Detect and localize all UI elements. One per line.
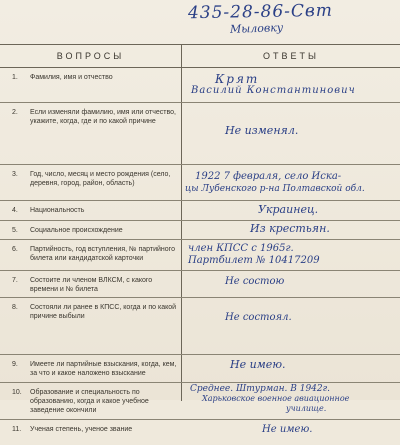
row-answer	[190, 384, 395, 414]
row-question: Год, число, месяц и место рождения (село, деревня, город, район, область)	[30, 171, 171, 187]
form-row-name	[0, 68, 400, 103]
answer-line: Украинец.	[258, 203, 319, 216]
form-row-social-origin	[0, 221, 400, 240]
row-answer	[191, 72, 400, 97]
answer-line: Не состоял.	[225, 312, 292, 323]
row-question: Имеете ли партийные взыскания, когда, кем, за что и какое наложено взыскание	[30, 361, 177, 377]
row-answer	[225, 125, 400, 137]
row-number: 5.	[12, 227, 18, 234]
answer-line: Харьковское военное авиационное	[202, 394, 350, 403]
row-question: Ученая степень, ученое звание	[30, 426, 133, 433]
row-question: Партийность, год вступления, № партийного билета или кандидатской карточки	[30, 246, 175, 262]
answer-line: Не состою	[225, 276, 285, 287]
form-row-nationality	[0, 201, 400, 221]
handwritten-file-code: 435-28-86-Свт	[187, 0, 334, 24]
questionnaire-table	[0, 44, 400, 435]
answer-line: Крят	[215, 72, 260, 86]
form-row-birth	[0, 165, 400, 201]
row-question: Национальность	[30, 207, 85, 214]
row-number: 9.	[12, 361, 18, 368]
row-question: Состояли ли ранее в КПСС, когда и по какой причине выбыли	[30, 304, 177, 320]
answer-line: Среднее. Штурман. В 1942г.	[190, 384, 331, 394]
row-answer	[225, 276, 400, 288]
answer-line: Из крестьян.	[250, 222, 330, 235]
row-question: Фамилия, имя и отчество	[30, 74, 113, 81]
answers-column-header: ОТВЕТЫ	[182, 45, 400, 68]
answer-line: Не изменял.	[225, 124, 299, 137]
row-question: Состоите ли членом ВЛКСМ, с какого времени и № билета	[30, 277, 153, 293]
answer-line: Не имею.	[262, 424, 313, 435]
form-row-penalties	[0, 355, 400, 383]
row-number: 10.	[12, 389, 22, 396]
row-question: Социальное происхождение	[30, 227, 123, 234]
answer-line: 1922 7 февраля, село Иска-	[195, 171, 342, 182]
answer-line: цы Лубенского р-на Полтавской обл.	[185, 184, 365, 194]
row-answer	[230, 359, 400, 371]
row-answer	[262, 424, 400, 436]
row-number: 2.	[12, 109, 18, 116]
questions-column-header: ВОПРОСЫ	[0, 45, 181, 68]
row-answer	[185, 171, 400, 195]
row-number: 8.	[12, 304, 18, 311]
row-answer	[188, 243, 393, 267]
answer-line: училище.	[286, 404, 327, 413]
form-row-party	[0, 240, 400, 271]
row-number: 1.	[12, 74, 18, 81]
row-number: 7.	[12, 277, 18, 284]
form-row-name-change	[0, 103, 400, 165]
row-number: 11.	[12, 426, 22, 433]
row-number: 3.	[12, 171, 18, 178]
row-answer	[250, 223, 400, 235]
row-question: Образование и специальность по образованию, когда и какое учебное заведение окончили	[30, 389, 149, 414]
row-number: 4.	[12, 207, 18, 214]
row-question: Если изменяли фамилию, имя или отчество, укажите, когда, где и по какой причине	[30, 109, 176, 125]
form-row-degree	[0, 420, 400, 445]
form-row-education	[0, 383, 400, 420]
row-number: 6.	[12, 246, 18, 253]
answer-line: Не имею.	[230, 358, 286, 371]
handwritten-signature-note: Мыловку	[229, 21, 284, 36]
answer-line: Партбилет № 10417209	[188, 255, 320, 266]
answer-line: член КПСС с 1965г.	[188, 243, 294, 254]
row-answer	[225, 312, 400, 324]
form-row-former-party	[0, 298, 400, 355]
form-row-komsomol	[0, 271, 400, 298]
answer-line: Василий Константинович	[191, 85, 356, 96]
row-answer	[258, 204, 400, 216]
